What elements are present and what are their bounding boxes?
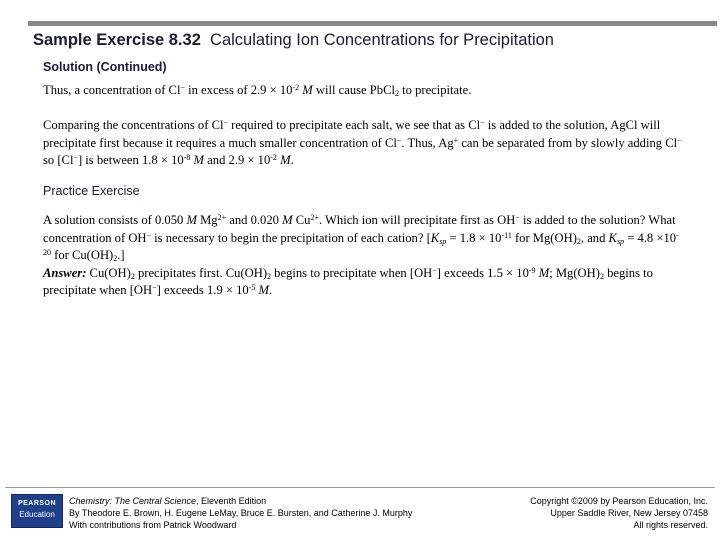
- book-credits: [69, 495, 469, 531]
- logo-pearson-text: PEARSON: [17, 500, 57, 507]
- pearson-education-logo: [11, 494, 63, 528]
- practice-exercise-heading: Practice Exercise: [43, 184, 140, 198]
- copyright-line: Copyright ©2009 by Pearson Education, Inc.: [530, 496, 708, 506]
- paragraph-1: Thus, a concentration of Cl− in excess of $2.9 \times 10^{-2}$ M will cause PbCl$_2$ to precipitate.: [43, 83, 472, 98]
- copyright-notice: [448, 495, 708, 531]
- top-rule: [28, 21, 717, 26]
- book-edition: , Eleventh Edition: [196, 496, 267, 506]
- paragraph-2: Comparing the concentrations of Cl− required to precipitate each salt, we see that as Cl− is added to the solution, AgCl will precipitate first because it requires a much smaller concentration of Cl−. Thus, Ag+ can be separated from by slowly adding Cl− so [Cl−] is between $1.8 \times 10^{-8}$ M and $2.9 \times 10^{-2}$ M.: [43, 118, 682, 167]
- book-contributions: With contributions from Patrick Woodward: [69, 520, 237, 530]
- title-bold: Sample Exercise 8.32: [33, 31, 201, 49]
- book-authors: By Theodore E. Brown, H. Eugene LeMay, Bruce E. Bursten, and Catherine J. Murphy: [69, 508, 413, 518]
- practice-exercise-text: A solution consists of 0.050 M $Mg^{2+}$ and 0.020 M $Cu^{2+}$. Which ion will precipitate first as OH− is added to the solution? What concentration of OH− is necessary to begin the precipitation of each cation? [$K_{sp} = 1.8 \times 10^{-11}$ for $Mg(OH)_2$, and $K_{sp} = 4.8 \times 10^{-20}$ for $Cu(OH)_2$.] Answer: $Cu(OH)_2$ precipitates first. $Cu(OH)_2$ begins to precipitate when [OH−] exceeds $1.5 \times 10^{-9}$ M; $Mg(OH)_2$ begins to precipitate when [OH−] exceeds $1.9 \times 10^{-5}$ M.: [43, 213, 679, 297]
- slide-title: [33, 31, 713, 50]
- title-rest: Calculating Ion Concentrations for Precipitation: [210, 31, 554, 49]
- publisher-location: Upper Saddle River, New Jersey 07458: [550, 508, 708, 518]
- book-title: Chemistry: The Central Science: [69, 496, 197, 506]
- solution-subheading: Solution (Continued): [43, 60, 167, 74]
- answer-label: Answer:: [43, 265, 87, 280]
- logo-education-text: Education: [19, 510, 55, 519]
- rights-reserved: All rights reserved.: [633, 520, 708, 530]
- bottom-rule: [5, 487, 715, 488]
